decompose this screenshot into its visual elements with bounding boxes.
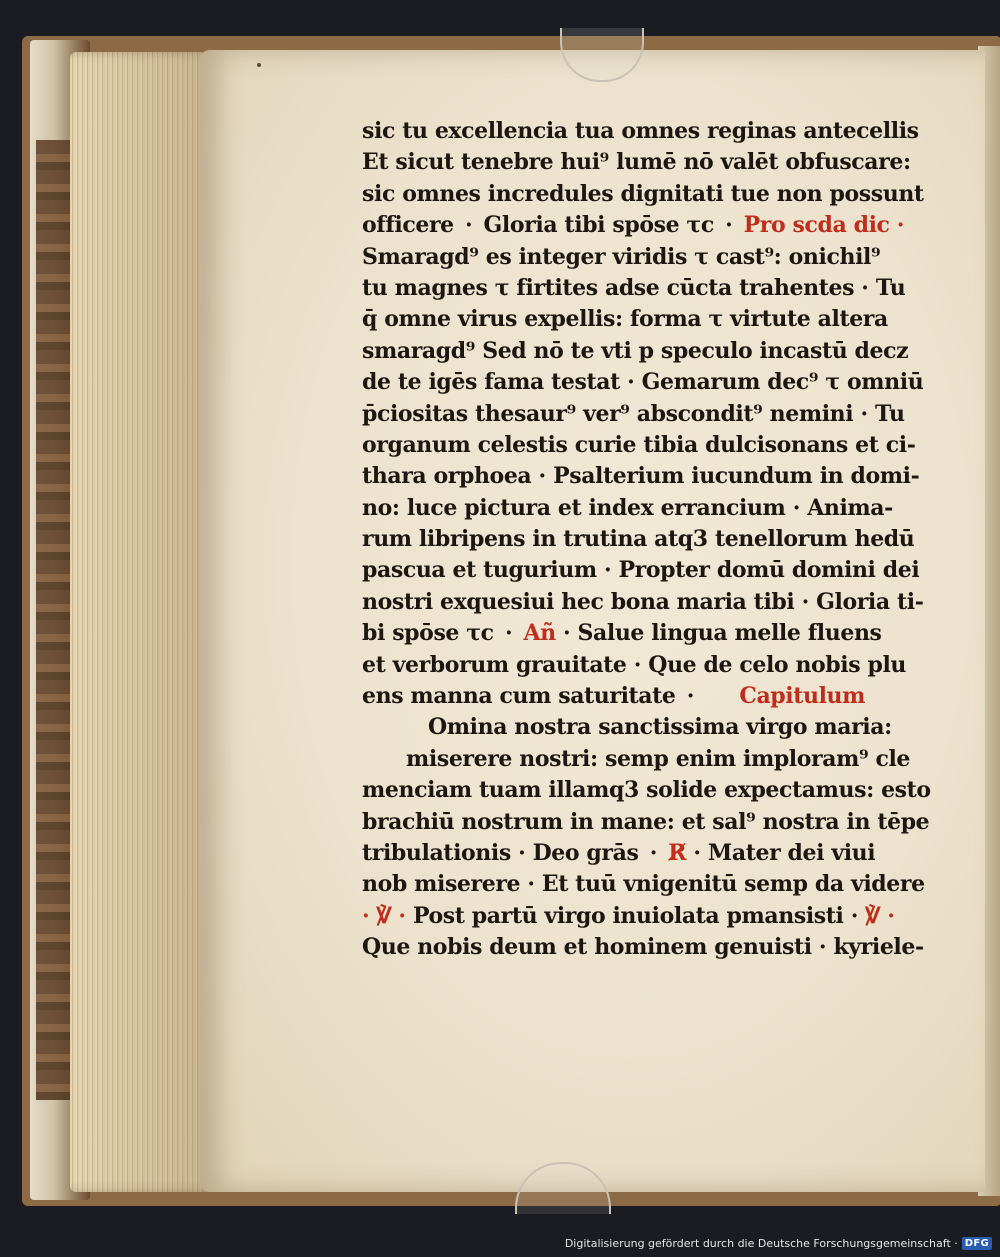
page-speck: [257, 63, 261, 67]
text-line: [362, 901, 932, 932]
text-line: miserere nostri: semp enim imploram⁹ cle: [406, 745, 911, 772]
text-span: officere: [362, 212, 454, 239]
text-line: [362, 838, 932, 869]
text-line: thara orphoea · Psalterium iucundum in domi-: [362, 463, 920, 490]
text-line: rum libripens in trutina atq3 tenellorum hedū: [362, 526, 915, 553]
text-line: [362, 681, 932, 712]
text-span: bi spōse τc: [362, 620, 494, 647]
rubric-separator: ·: [887, 902, 895, 929]
text-line: Et sicut tenebre hui⁹ lumē nō valēt obfuscare:: [362, 149, 911, 176]
text-line: tu magnes τ firtites adse cūcta trahentes · Tu: [362, 274, 906, 301]
rubric-heading: Capitulum: [739, 683, 866, 710]
text-line: smaragd⁹ Sed nō te vti p speculo incastū decz: [362, 337, 909, 364]
text-line: organum celestis curie tibia dulcisonans et ci-: [362, 431, 916, 458]
footer-credit: [565, 1235, 992, 1251]
footer-text: Digitalisierung gefördert durch die Deutsche Forschungsgemeinschaft ·: [564, 1236, 958, 1250]
text-line: Smaragd⁹ es integer viridis τ cast⁹: onichil⁹: [362, 243, 881, 270]
text-line: sic omnes incredules dignitati tue non possunt: [362, 180, 924, 207]
text-span: · Salue lingua melle fluens: [563, 620, 882, 647]
text-line: [362, 618, 932, 649]
page-text: [362, 116, 932, 964]
text-separator: ·: [686, 683, 695, 710]
text-separator: ·: [649, 839, 657, 866]
text-span: · Mater dei viui: [693, 839, 876, 866]
text-span: Gloria tibi spōse τc: [483, 212, 714, 239]
text-line: [362, 210, 932, 241]
text-line: Omina nostra sanctissima virgo maria:: [428, 714, 892, 741]
page-edges-shade: [70, 52, 220, 1192]
text-span: Post partū virgo inuiolata pmansisti ·: [412, 902, 859, 929]
text-line: no: luce pictura et index errancium · Anima-: [362, 494, 893, 521]
rubric-text: R̸: [668, 839, 687, 866]
text-line: Que nobis deum et hominem genuisti · kyriele-: [362, 934, 924, 961]
rubric-text: ℣: [865, 902, 880, 929]
text-line: de te igēs fama testat · Gemarum dec⁹ τ omniū: [362, 369, 924, 396]
text-line: p̄ciositas thesaur⁹ ver⁹ abscondit⁹ nemini · Tu: [362, 400, 905, 427]
text-line: et verborum grauitate · Que de celo nobis plu: [362, 651, 907, 678]
text-separator: ·: [465, 212, 473, 239]
text-line: nostri exquesiui hec bona maria tibi · Gloria ti-: [362, 588, 924, 615]
dfg-logo: DFG: [962, 1237, 992, 1250]
text-span: tribulationis · Deo grās: [362, 839, 639, 866]
rubric-text: · ℣ ·: [362, 902, 406, 929]
rubric-separator: ·: [896, 212, 905, 239]
text-separator: ·: [725, 212, 733, 239]
text-line: sic tu excellencia tua omnes reginas antecellis: [362, 118, 919, 144]
text-span: ens manna cum saturitate: [362, 683, 676, 710]
text-line: menciam tuam illamq3 solide expectamus: esto: [362, 777, 931, 804]
text-line: q̄ omne virus expellis: forma τ virtute altera: [362, 306, 888, 333]
rubric-text: Pro scda dic: [743, 212, 890, 239]
text-line: brachiū nostrum in mane: et sal⁹ nostra in tēpe: [362, 808, 930, 835]
rubric-text: Añ: [523, 620, 556, 647]
text-separator: ·: [504, 620, 513, 647]
text-line: nob miserere · Et tuū vnigenitū semp da videre: [362, 871, 925, 898]
text-line: pascua et tugurium · Propter domū domini dei: [362, 557, 920, 584]
